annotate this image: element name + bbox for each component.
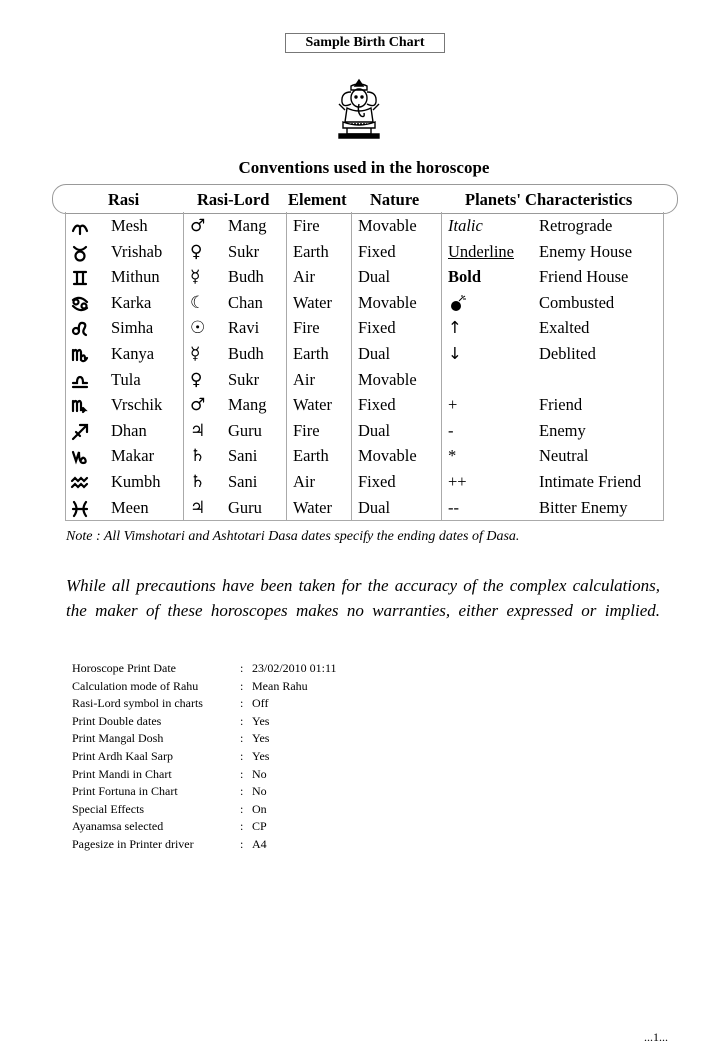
setting-value: No — [252, 766, 267, 781]
characteristic-mark: * — [448, 446, 457, 466]
column-divider — [351, 212, 352, 520]
characteristic-mark: Bold — [448, 267, 482, 287]
setting-colon: : — [240, 696, 244, 711]
characteristic-meaning: Deblited — [539, 344, 596, 363]
setting-label: Rasi-Lord symbol in charts — [72, 696, 203, 711]
rasi-name: Vrschik — [111, 395, 163, 415]
conventions-heading: Conventions used in the horoscope — [238, 158, 490, 177]
setting-value: Yes — [252, 731, 270, 746]
element-value: Water — [293, 395, 332, 415]
setting-value: Off — [252, 696, 269, 711]
mars-icon: ♂ — [190, 216, 206, 236]
setting-label: Print Double dates — [72, 713, 162, 728]
element-value: Earth — [293, 241, 329, 261]
setting-value: Yes — [252, 713, 270, 728]
setting-colon: : — [240, 731, 244, 746]
characteristic-mark: Underline — [448, 241, 514, 261]
element-value: Earth — [293, 344, 329, 363]
rasi-name: Dhan — [111, 420, 147, 440]
dasa-note: Note : All Vimshotari and Ashtotari Dasa dates specify the ending dates of Dasa. — [66, 529, 520, 544]
rasi-name: Vrishab — [111, 241, 163, 261]
nature-value: Fixed — [358, 241, 396, 261]
disclaimer-line-2: the maker of these horoscopes makes no warranties, either expressed or implied. — [66, 601, 660, 620]
rasi-name: Simha — [111, 318, 154, 338]
nature-value: Dual — [358, 497, 391, 517]
characteristic-meaning: Enemy House — [539, 241, 633, 261]
setting-value: Mean Rahu — [252, 678, 308, 693]
setting-value: 23/02/2010 01:11 — [252, 661, 337, 675]
setting-value: On — [252, 801, 267, 816]
rasi-lord-name: Budh — [228, 267, 264, 287]
element-value: Fire — [293, 420, 320, 440]
setting-label: Print Mangal Dosh — [72, 731, 164, 746]
page-number: ...1... — [644, 1030, 668, 1044]
bomb-icon — [448, 294, 468, 314]
cancer-icon — [70, 294, 90, 314]
libra-icon — [70, 371, 90, 391]
characteristic-meaning: Combusted — [539, 292, 615, 312]
rasi-lord-name: Mang — [228, 395, 267, 415]
rasi-name: Mesh — [111, 216, 148, 235]
header-nature: Nature — [370, 190, 420, 209]
rasi-lord-name: Ravi — [228, 318, 260, 338]
characteristic-meaning: Retrograde — [539, 216, 613, 235]
element-value: Earth — [293, 446, 329, 466]
setting-colon: : — [240, 801, 244, 816]
setting-label: Print Mandi in Chart — [72, 766, 172, 781]
element-value: Water — [293, 497, 332, 517]
sun-icon: ☉ — [190, 318, 206, 339]
pisces-icon — [70, 499, 90, 519]
characteristic-mark: + — [448, 395, 458, 415]
ganesha-logo-icon — [333, 78, 385, 140]
nature-value: Dual — [358, 420, 391, 440]
setting-label: Special Effects — [72, 801, 145, 816]
aquarius-icon — [70, 473, 90, 493]
nature-value: Movable — [358, 292, 417, 312]
moon-icon: ☾ — [190, 292, 206, 313]
rasi-name: Karka — [111, 292, 152, 312]
saturn-icon: ♄ — [190, 472, 206, 492]
setting-colon: : — [240, 784, 244, 799]
setting-label: Calculation mode of Rahu — [72, 678, 199, 693]
nature-value: Movable — [358, 369, 417, 389]
nature-value: Fixed — [358, 318, 396, 338]
taurus-icon — [70, 243, 90, 263]
rasi-name: Meen — [111, 497, 149, 517]
rasi-lord-name: Mang — [228, 216, 267, 235]
setting-colon: : — [240, 749, 244, 763]
jupiter-icon: ♃ — [190, 497, 206, 518]
header-element: Element — [288, 190, 347, 209]
mercury-icon: ☿ — [190, 267, 201, 288]
setting-value: Yes — [252, 749, 270, 763]
nature-value: Movable — [358, 216, 417, 235]
setting-label: Ayanamsa selected — [72, 819, 164, 834]
setting-colon: : — [240, 766, 244, 781]
aries-icon — [70, 217, 90, 237]
nature-value: Dual — [358, 267, 391, 287]
element-value: Fire — [293, 318, 320, 338]
rasi-name: Mithun — [111, 267, 160, 287]
setting-label: Print Fortuna in Chart — [72, 784, 178, 799]
jupiter-icon: ♃ — [190, 420, 206, 441]
characteristic-mark: ↑ — [448, 318, 462, 338]
nature-value: Fixed — [358, 472, 396, 491]
element-value: Air — [293, 369, 315, 389]
characteristic-mark: -- — [448, 497, 459, 517]
column-divider — [183, 212, 184, 520]
saturn-icon: ♄ — [190, 446, 206, 467]
setting-label: Pagesize in Printer driver — [72, 837, 194, 851]
column-divider — [441, 212, 442, 520]
characteristic-meaning: Neutral — [539, 446, 589, 466]
characteristic-meaning: Exalted — [539, 318, 590, 338]
setting-colon: : — [240, 661, 244, 675]
scorpio-icon — [70, 396, 90, 416]
document-title: Sample Birth Chart — [285, 33, 445, 53]
rasi-lord-name: Guru — [228, 420, 262, 440]
mars-icon: ♂ — [190, 395, 206, 416]
column-divider — [286, 212, 287, 520]
rasi-lord-name: Sani — [228, 472, 258, 491]
characteristic-meaning: Bitter Enemy — [539, 497, 628, 517]
capricorn-icon — [70, 447, 90, 467]
venus-icon: ♀ — [190, 241, 203, 262]
nature-value: Dual — [358, 344, 391, 363]
disclaimer — [66, 573, 660, 623]
rasi-lord-name: Sukr — [228, 369, 260, 389]
rasi-lord-name: Budh — [228, 344, 264, 363]
element-value: Air — [293, 472, 315, 491]
rasi-lord-name: Chan — [228, 292, 263, 312]
setting-colon: : — [240, 837, 244, 851]
characteristic-meaning: Friend House — [539, 267, 629, 287]
characteristic-meaning: Intimate Friend — [539, 472, 642, 491]
setting-label: Horoscope Print Date — [72, 661, 176, 675]
setting-colon: : — [240, 819, 244, 834]
setting-value: CP — [252, 819, 267, 834]
characteristic-mark: ↓ — [448, 344, 462, 363]
header-planets-characteristics: Planets' Characteristics — [465, 190, 633, 209]
setting-value: No — [252, 784, 267, 799]
rasi-name: Makar — [111, 446, 155, 466]
nature-value: Movable — [358, 446, 417, 466]
nature-value: Fixed — [358, 395, 396, 415]
sagittarius-icon — [70, 422, 90, 442]
characteristic-mark: Italic — [448, 216, 483, 235]
element-value: Fire — [293, 216, 320, 235]
rasi-lord-name: Sani — [228, 446, 258, 466]
setting-colon: : — [240, 713, 244, 728]
virgo-icon — [70, 345, 90, 365]
characteristic-meaning: Friend — [539, 395, 583, 415]
rasi-lord-name: Sukr — [228, 241, 260, 261]
characteristic-meaning: Enemy — [539, 420, 586, 440]
header-rasi-lord: Rasi-Lord — [197, 190, 270, 209]
rasi-lord-name: Guru — [228, 497, 262, 517]
element-value: Air — [293, 267, 315, 287]
rasi-name: Tula — [111, 369, 141, 389]
element-value: Water — [293, 292, 332, 312]
setting-value: A4 — [252, 837, 267, 851]
characteristic-mark: - — [448, 420, 454, 440]
mercury-icon: ☿ — [190, 344, 201, 364]
gemini-icon — [70, 268, 90, 288]
setting-label: Print Ardh Kaal Sarp — [72, 749, 173, 763]
rasi-name: Kanya — [111, 344, 155, 363]
disclaimer-line-1: While all precautions have been taken for the accuracy of the complex calculations, — [66, 576, 660, 595]
header-rasi: Rasi — [108, 190, 140, 209]
setting-colon: : — [240, 678, 244, 693]
leo-icon — [70, 319, 90, 339]
venus-icon: ♀ — [190, 369, 203, 390]
rasi-name: Kumbh — [111, 472, 161, 491]
characteristic-mark: ++ — [448, 472, 467, 491]
